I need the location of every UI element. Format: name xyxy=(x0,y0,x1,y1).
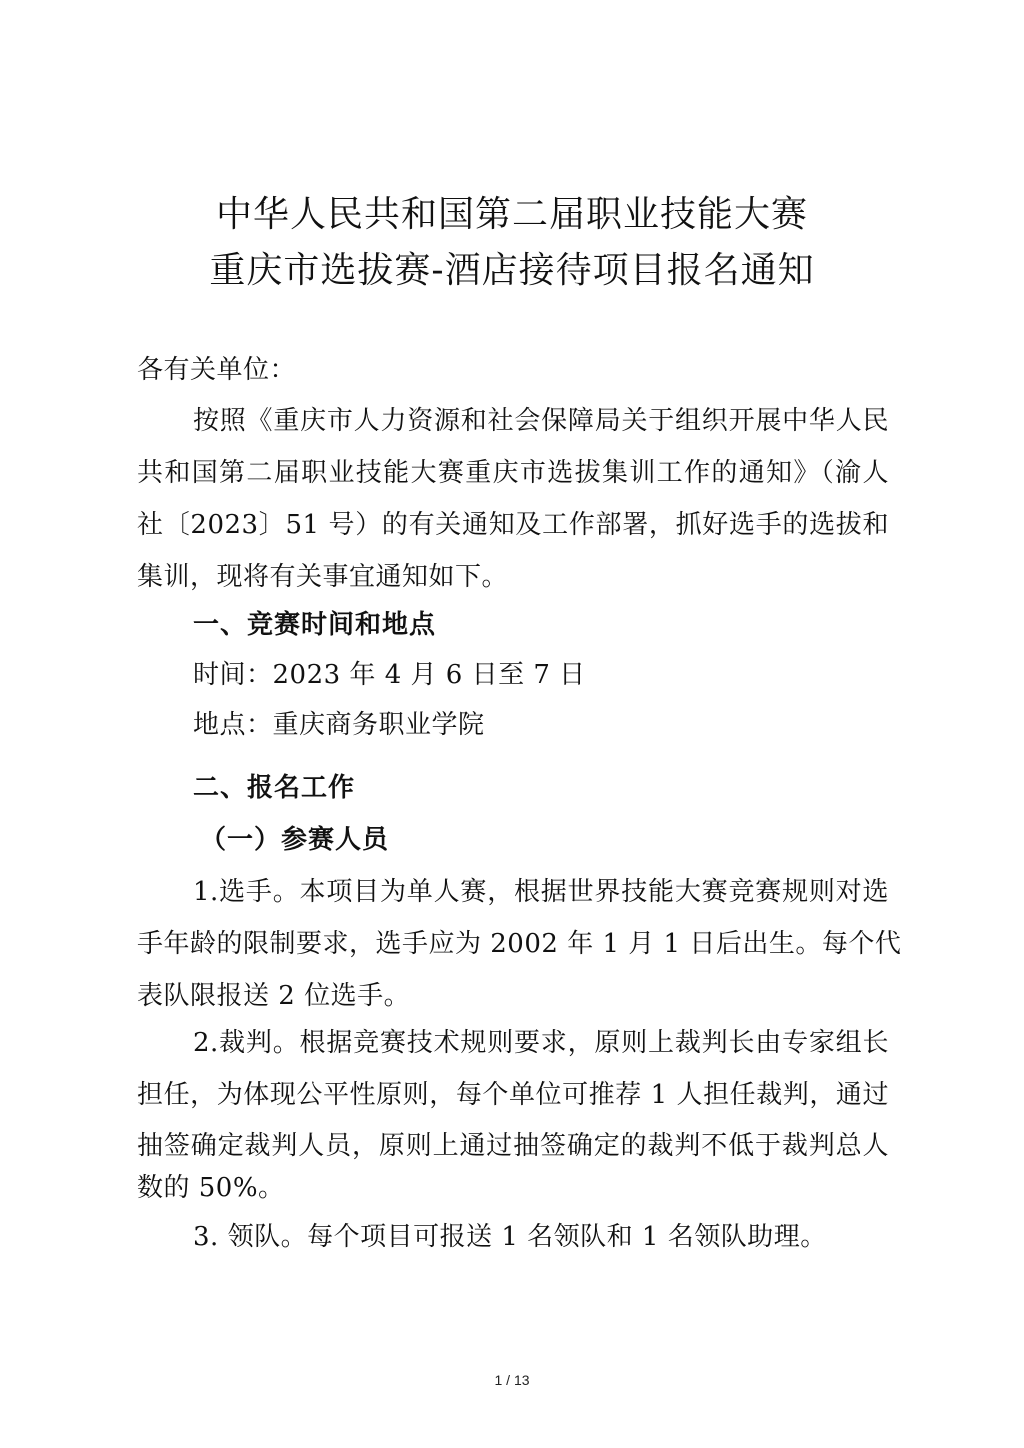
item-1-line-2: 手年龄的限制要求，选手应为 2002 年 1 月 1 日后出生。每个代 xyxy=(137,929,902,959)
item-2-line-3: 抽签确定裁判人员，原则上通过抽签确定的裁判不低于裁判总人 xyxy=(137,1131,889,1161)
intro-line-3: 社〔2023〕51 号）的有关通知及工作部署，抓好选手的选拔和 xyxy=(137,510,889,540)
intro-line-1: 按照《重庆市人力资源和社会保障局关于组织开展中华人民 xyxy=(193,406,889,436)
document-title-line-1: 中华人民共和国第二届职业技能大赛 xyxy=(215,194,808,235)
item-2-line-1: 2.裁判。根据竞赛技术规则要求，原则上裁判长由专家组长 xyxy=(193,1028,889,1058)
salutation: 各有关单位： xyxy=(137,355,297,385)
item-2-line-4: 数的 50%。 xyxy=(137,1173,285,1203)
intro-line-2: 共和国第二届职业技能大赛重庆市选拔集训工作的通知》（渝人 xyxy=(137,458,889,488)
section-2-heading: 二、报名工作 xyxy=(193,773,356,803)
document-title-line-2: 重庆市选拔赛-酒店接待项目报名通知 xyxy=(209,250,815,291)
item-2-line-2: 担任，为体现公平性原则，每个单位可推荐 1 人担任裁判，通过 xyxy=(137,1080,889,1110)
competition-place: 地点：重庆商务职业学院 xyxy=(193,710,485,740)
page-number: 1 / 13 xyxy=(494,1372,530,1388)
section-1-heading: 一、竞赛时间和地点 xyxy=(193,610,437,640)
subsection-participants-heading: （一）参赛人员 xyxy=(200,825,390,855)
item-1-line-3: 表队限报送 2 位选手。 xyxy=(137,981,411,1011)
intro-line-4: 集训，现将有关事宜通知如下。 xyxy=(137,562,509,592)
item-1-line-1: 1.选手。本项目为单人赛，根据世界技能大赛竞赛规则对选 xyxy=(193,877,889,907)
item-3-line-1: 3. 领队。每个项目可报送 1 名领队和 1 名领队助理。 xyxy=(193,1222,827,1252)
competition-time: 时间：2023 年 4 月 6 日至 7 日 xyxy=(193,660,586,690)
